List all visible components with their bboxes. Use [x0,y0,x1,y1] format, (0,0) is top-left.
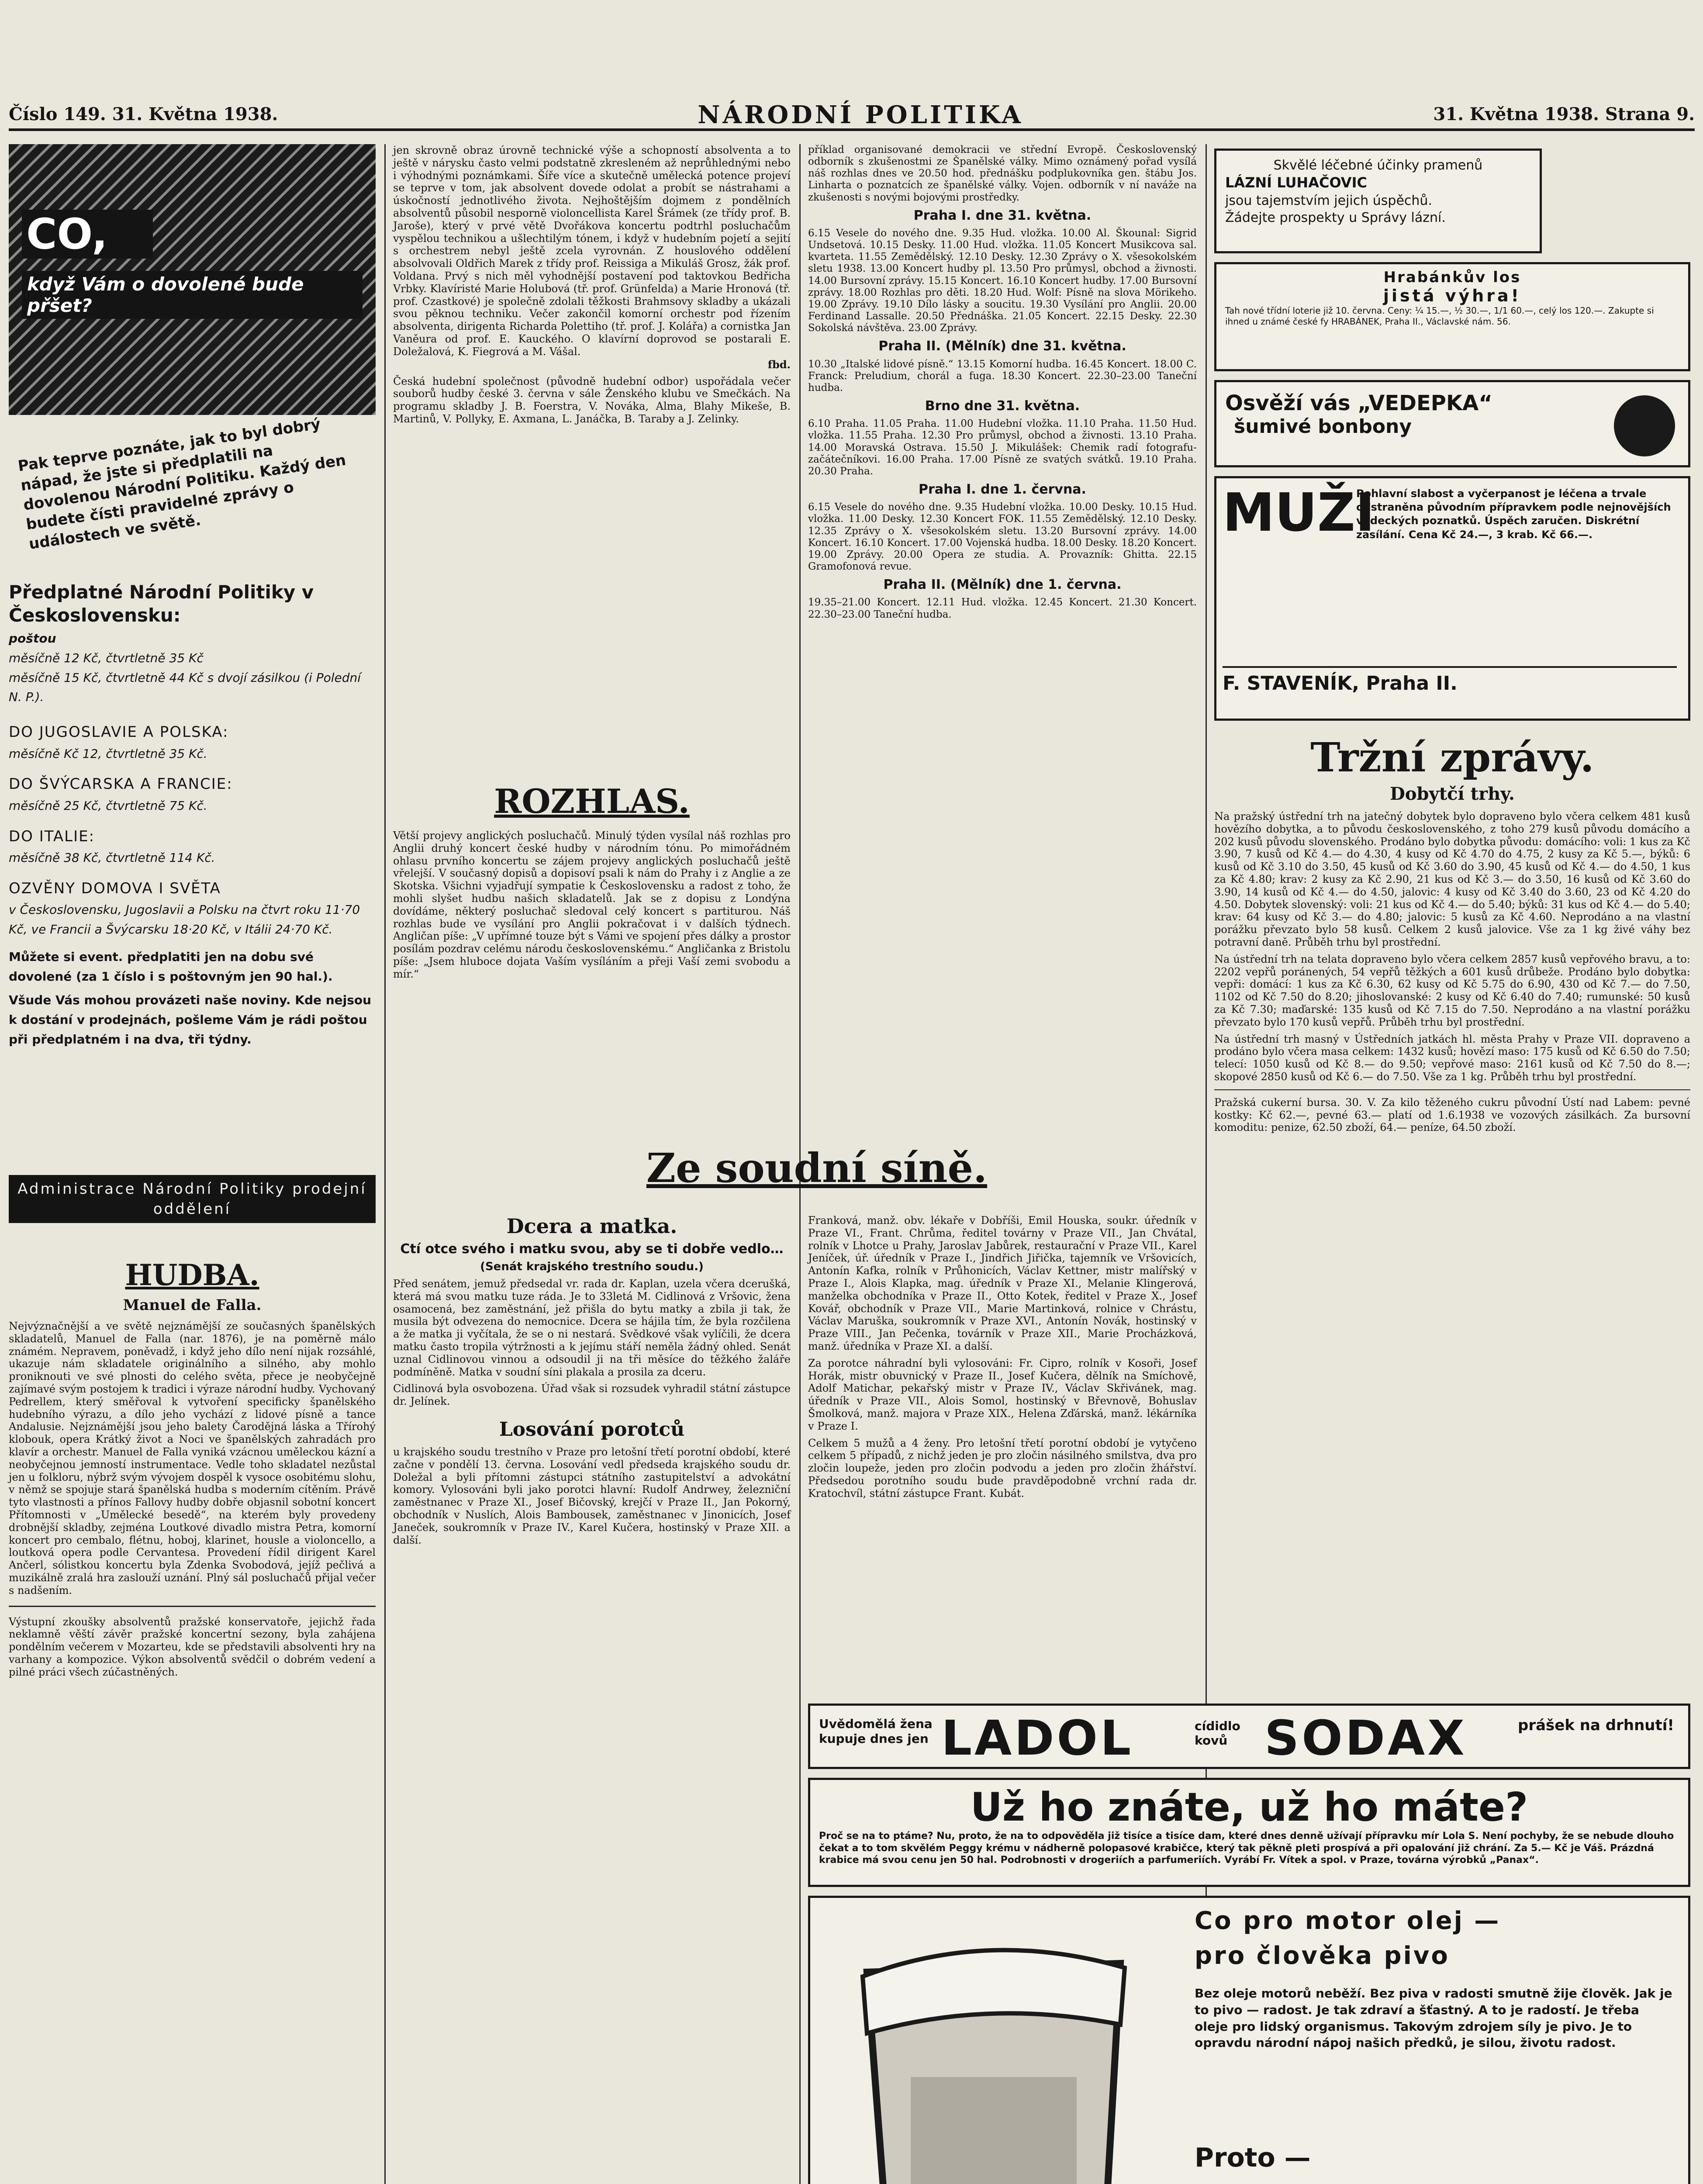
ad-text: Proč se na to ptáme? Nu, proto, že na to odpověděla již tisíce a tisíce dam, které dnes denně užívají přípravku mír Lola S. Není pochyby, že se nebude dlouho čekat a to tom skvělém Peggy krému v nádherně polopasové krabičce, který tak pěkně pleti prospívá a při opalování již chrání. Za 5.— Kč je Váš. Prázdná krabice má svou cenu jen 50 hal. Podrobnosti v drogeriích a parfumeriích. Vyrábí Fr. Vítek a spol. v Praze, továrna výrobků „Panax“. [819,1831,1674,1866]
program-day: Praha I. dne 1. června. [919,481,1086,497]
price-line: měsíčně 15 Kč, čtvrtletně 44 Kč s dvojí zásilkou (i Polední N. P.). [9,670,361,705]
subscription-prices [9,629,376,1050]
post-label: poštou [9,631,56,646]
subscription-heading: Předplatné Národní Politiky v Československu: [9,581,314,626]
ad-title: Proto — [1195,2143,1311,2173]
music-society-note: Česká hudební společnost (původně hudební odbor) uspořádala večer souborů hudby české 3. června v sále Ženského klubu ve Smečkách. Na programu skladby J. B. Foerstra, V. Nováka, Alma, Blahy Mikeše, B. Martinů, V. Pollyky, E. Axmana, L. Janáčka, B. Taraby a J. Zelinky. [393,375,791,425]
program-day: Praha II. (Mělník) dne 31. května. [878,339,1126,354]
price-line: měsíčně 38 Kč, čtvrtletně 114 Kč. [9,850,215,865]
court-article-continued [808,1214,1197,1651]
ad-brand: LADOL [941,1710,1134,1766]
ad-text: cídidlo kovů [1195,1719,1240,1748]
issue-number: Číslo 149. 31. Května 1938. [9,104,278,124]
price-region: DO ITALIE: [9,827,95,845]
hudba-heading: HUDBA. [125,1258,259,1292]
rozhlas-article: Větší projevy anglických posluchačů. Minulý týden vysílal náš rozhlas pro Anglii druhý koncert české hudby v národním tónu. Po mimořádném ohlasu prvního koncertu se zájem projevy anglických posluchačů ještě vřelejší. V současný dopisů a dopisoví psali k nám do Prahy i z Anglie a ze Skotska. Všichni vyjadřují sympatie k Československu a radost z toho, že mohli slyšet hudbu našich skladatelů. Jak se z dopisu z Londýna dovídáme, některý posluchač sledoval celý koncert s partiturou. Náš rozhlas bude ve vysílání pro Anglii pokračovat i v dalších týdnech. Angličan píše: „V upřímné touze být s Vámi ve spojení přes dálky a prostor posílám pozdrav celému národu československému.“ Angličanka z Bristolu píše: „Jsem hluboce dojata Vaším vysíláním a přeji Vaší zemi svobodu a mír.“ [393,829,791,980]
ad-luhacovice [1214,149,1542,253]
ad-line: Žádejte prospekty u Správy lázní. [1225,210,1446,225]
price-line: měsíčně Kč 12, čtvrtletně 35 Kč. [9,746,207,761]
market-text: Na pražský ústřední trh na jatečný dobytek bylo dopraveno bylo včera celkem 481 kusů hovězího dobytka, a to původu československého, z toho 279 kusů původu domácího a 202 kusů původu slovenského. Prodáno bylo dobytka původu: domácího: voli: 1 kus za Kč 3.90, 7 kusů od Kč 4.— do 4.30, 4 kusy od Kč 4.70 do 4.75, 2 kusy za Kč 5.—, býků: 6 kusů od Kč 3.10 do 3.50, 45 kusů od Kč 3.60 do 3.90, 45 kusů od Kč 4.— do 4.50, 1 kus za Kč 4.80; krav: 2 kusy za Kč 2.90, 21 kus od Kč 3.— do 3.50, 16 kusů od Kč 3.60 do 3.90, 14 kusů od Kč 4.— do 4.50, jalovic: 4 kusy od Kč 3.40 do 3.60, 23 od Kč 4.20 do 4.50. Dobytek slovenský: voli: 21 kus od Kč 4.— do 5.40; býků: 31 kus od Kč 4.— do 5.40; krav: 64 kusy od Kč 3.— do 4.80; jalovic: 5 kusů za Kč 4.60. Neprodáno a na vlastní porážku převzato bylo 58 kusů. Celkem 2 kusů jalovice. Vše za 1 kg živé váhy bez potravní daně. Průběh trhu byl prostřední. [1214,810,1690,948]
court-text-2: Cidlinová byla osvobozena. Úřad však si rozsudek vyhradil státní zástupce dr. Jelínek. [393,1382,791,1408]
subscription-note: Všude Vás mohou provázeti naše noviny. Kde nejsou k dostání v prodejnách, pošleme Vám je rádi poštou při předplatném i na dva, tři týdny. [9,993,372,1047]
market-text-3: Na ústřední trh masný v Ústředních jatkách hl. města Prahy v Praze VII. dopraveno a prodáno bylo včera masa celkem: 1432 kusů; hovězí maso: 175 kusů od Kč 6.50 do 7.50; telecí: 1050 kusů od Kč 8.— do 9.50; vepřové maso: 2161 kusů od Kč 7.50 do 8.—; skopové 2850 kusů od Kč 6.— do 7.50. Vše za 1 kg. Průběh trhu byl prostřední. [1214,1033,1690,1083]
program-listing: 19.35–21.00 Koncert. 12.11 Hud. vložka. 12.45 Koncert. 21.30 Koncert. 22.30–23.00 Taneční hudba. [808,597,1197,620]
program-intro: příklad organisované demokracii ve střední Evropě. Československý odborník s zkušenostmi ze Španělské války. Mimo oznámený pořad vysílá náš rozhlas dnes ve 20.50 hod. přednášku podplukovníka gen. štábu Jos. Linharta o poznatcích ze španělské války. Vojen. odborník v ní naváže na zkušenosti s novými bojovými prostředky. [808,144,1197,203]
ad-title: Už ho znáte, už ho máte? [970,1784,1528,1830]
ad-text: Pohlavní slabost a vyčerpanost je léčena a trvale odstraněna původním přípravkem podle nejnovějších vědeckých poznatků. Úspěch zaručen. Diskrétní zasílání. Cena Kč 24.—, 3 krab. Kč 66.—. [1356,487,1671,541]
ad-muzi [1214,476,1690,721]
subscription-promo: Pak teprve poznáte, jak to byl dobrý nápad, že jste si předplatili na dovolenou Národní Politiku. Každý den budete čísti pravidelné zprávy o událostech ve světě. [17,415,347,553]
sugar-exchange: Pražská cukerní bursa. 30. V. Za kilo těženého cukru původní Ústí nad Labem: pevné kostky: Kč 62.—, pevné 63.— platí od 1.6.1938 ve vozových zásilkách. Za bursovní komoditu: penize, 62.50 zboží, 64.— peníze, 64.50 zboží. [1214,1096,1690,1134]
court-deck: Ctí otce svého i matku svou, aby se ti dobře vedlo… [400,1241,784,1257]
ad-peggy-cream [808,1778,1690,1887]
price-region: DO JUGOSLAVIE A POLSKA: [9,723,229,741]
ad-lottery [1214,262,1690,371]
price-region: OZVĚNY DOMOVA I SVĚTA [9,879,221,897]
price-line: v Československu, Jugoslavii a Polsku na čtvrt roku 11·70 Kč, ve Francii a Švýcarsku 18·20 Kč, v Itálii 24·70 Kč. [9,902,360,936]
ad-line: jsou tajemstvím jejich úspěchů. [1225,193,1432,208]
ad-title: pro člověka pivo [1195,1942,1450,1970]
market-text-2: Na ústřední trh na telata dopraveno bylo včera celkem 2857 kusů vepřového bravu, a to: 2202 vepřů poránených, 54 vepřů těžkých a 601 kusů drůbeže. Prodáno bylo dobytka: vepři: domácí: 1 kus za Kč 6.30, 62 kusy od Kč 5.75 do 6.90, 430 od Kč 7.— do 7.50, 1102 od Kč 7.50 do 8.20; jihoslovanské: 2 kusy od Kč 6.40 do 7.40; rumunské: 50 kusů za Kč 7.30; maďarské: 135 kusů od Kč 7.15 do 7.50. Neprodáno a na vlastní porážku převzato bylo 170 kusů vepřů. Průběh trhu byl prostřední. [1214,953,1690,1028]
program-listing: 6.15 Vesele do nového dne. 9.35 Hudební vložka. 10.00 Desky. 10.15 Hud. vložka. 11.00 Desky. 12.30 Koncert FOK. 11.55 Zemědělský. 12.10 Desky. 12.35 Zprávy o X. všesokolském sletu. 13.20 Bursovní zprávy. 14.00 Koncert. 16.10 Koncert. 17.00 Vojenská hudba. 18.00 Desky. 18.20 Koncert. 19.00 Zprávy. 20.00 Opera ze studia. A. Provazník: Ghitta. 22.15 Gramofonová revue. [808,501,1197,572]
ad-text: Uvědomělá žena kupuje dnes jen [819,1717,933,1746]
review-signature: fbd. [767,358,791,371]
ad-ladol-sodax [808,1704,1690,1769]
rozhlas-heading: ROZHLAS. [494,782,690,821]
market-news [1214,734,1690,1651]
hudba-subhead: Manuel de Falla. [123,1296,262,1314]
jurors-text: u krajského soudu trestního v Praze pro letošní třetí porotní období, které začne v pondělí 13. června. Losování vedl předseda krajského soudu dr. Doležal a byli přítomni zástupci státního zastupitelství a advokátní komory. Vylosováni byli jako porotci hlavní: Rudolf Andrwey, železniční zaměstnanec v Praze XI., Josef Bičovský, krejčí v Praze II., Jan Pokorný, obchodník v Nuslích, Alois Bambousek, zaměstnanec v Jinonicích, Josef Janeček, soukromník v Praze IV., Karel Kučera, hostinský v Praze XII. a další. [393,1445,791,1546]
court-article [393,1214,791,2184]
jurors-heading: Losování porotců [499,1418,685,1441]
review-text: jen skrovně obraz úrovně technické výše a schopností absolventa a to ještě v nárysku často velmi podstatně zkresleném až neprůhlednými nebo i výhodnými poznámkami. Šíře více a skutečně umělecká potence projeví se teprve v tom, jak absolvent dovede odolat a probít se nástrahami a úskočností jednotlivého života. Nejhoštějším dojmem z pondělních absolventů působil nesporně violoncellista Karel Šrámek (ze třídy prof. B. Jaroše), který v prvé větě Dvořákova koncertu podtrhl posluchačům vyspělou technikou a ušlechtilým tónem, i když v hudebním pojetí a sejití s orchestrem nebyl ještě zcela vyrovnán. Z houslového oddělení absolvovali Oldřich Marek z třídy prof. Reissiga a Mikuláš Grosz, žák prof. Voldana. Prvý s nich měl vyhodnější postavení pod taktovkou Bedřicha Vrbky. Klavíristé Marie Holubová (tř. prof. Grünfelda) a Marie Hronová (tř. prof. Czastkové) je společně zdolali těžkosti Brahmsovy skladby a ukázali svou pěknou techniku. Večer zakončil komorní orchestr pod řízením absolventa, dirigenta Richarda Polettiho (tř. prof. J. Kolářa) a cornistka Jan Vaněura od prof. E. Kauckého. O klavírní doprovod se postarali E. Doležalová, K. Fiegrová a M. Vášal. [393,144,791,358]
ad-title: MUŽI [1223,483,1375,543]
jurors-substitutes: Za porotce náhradní byli vylosováni: Fr. Cipro, rolník v Kosoři, Josef Horák, mistr obuvnický v Praze II., Josef Kučera, dělník na Smíchově, Adolf Matichar, pekařský mistr v Praze IV., Václav Skřivánek, mag. úředník v Praze VII., Alois Somol, hostinský v Břevnově, Bohuslav Šmolková, manž. majora v Praze XIX., Helena Zďárská, manž. lékárníka v Praze I. [808,1357,1197,1432]
masthead [9,100,1695,131]
subscription-banner [9,144,376,415]
ad-line: Skvělé léčebné účinky pramenů [1273,158,1483,173]
ad-title: Osvěží vás „VEDEPKA“ [1225,391,1492,415]
ad-text: prášek na drhnutí! [1518,1717,1674,1734]
price-line: měsíčně 25 Kč, čtvrtletně 75 Kč. [9,798,207,813]
ad-title: Hrabánkův los [1383,269,1521,286]
rozhlas-section [393,782,791,1140]
hudba-article-2: Výstupní zkoušky absolventů pražské konservatoře, jejichž řada neklamně věští závěr pražské koncertní sezony, byla zahájena pondělním večerem v Mozarteu, kde se představili absolventi hry na varhany a kompozice. Výkon absolventů svědčil o dobrém vedení a pilné práci všech zúčastněných. [9,1615,376,1678]
ad-title: šumivé bonbony [1234,415,1412,438]
ad-title: Co pro motor olej — [1195,1907,1501,1935]
program-day: Praha I. dne 31. května. [913,207,1092,223]
ad-brand: F. STAVENÍK, Praha II. [1223,666,1677,695]
hudba-article: Nejvýznačnější a ve světě nejznámější ze současných španělských skladatelů, Manuel de Falla (nar. 1876), je na poměrně málo známém. Nepravem, poněvadž, i když jeho dílo není nijak rozsáhlé, ukazuje nám skladatele originálního a silného, aby mohlo proniknouti ve své plnosti do celého světa, přece je neobyčejně zajímavé svým postojem k tradici i výraze národní hudby. Vychovaný Pedrellem, který směřoval k vytvoření specificky španělského hudebního výrazu, a dílo jeho vychází z lidové písně a tance Andalusie. Nejznámější jsou jeho balety Čarodějná láska a Třírohý klobouk, opera Krátký život a Noci ve španělských zahradách pro klavír a orchestr. Manuel de Falla vyniká vzácnou uměleckou kázní a neobyčejnou jemností instrumentace. Vedle toho skladatel nezůstal jen u folkloru, nýbrž svým vývojem dospěl k vysoce osobitému slohu, v němž se spojuje stará španělská hudba s moderním cítěním. Právě tyto vlastnosti a přínos Fallovy hudby dobře objasnil sobotní koncert Přítomnosti v „Umělecké besedě“, na kterém byly provedeny drobnější skladby, zejména Loutkové divadlo mistra Petra, komorní koncert pro cembalo, flétnu, hoboj, klarinet, housle a violoncello, a loutková opera podle Cervantesa. Provedení řídil dirigent Karel Ančerl, sólistkou koncertu byla Zdenka Svobodová, jejíž pečlivá a muzikálně zralá hra zaslouží uznání. Plný sál posluchačů přijal večer s nadšením. [9,1320,376,1597]
ad-brand: SODAX [1264,1710,1467,1766]
program-day: Brno dne 31. května. [925,398,1080,414]
ad-beer [808,1896,1690,2184]
subscription-column [9,144,376,1218]
ad-title: jistá výhra! [1383,286,1521,305]
hudba-section [9,1258,376,2184]
page-date: 31. Května 1938. Strana 9. [1433,104,1695,124]
program-listing: 6.10 Praha. 11.05 Praha. 11.00 Hudební vložka. 11.10 Praha. 11.50 Hud. vložka. 11.55 Praha. 12.30 Pro průmysl, obchod a živnosti. 13.10 Praha. 14.00 Moravská Ostrava. 15.50 J. Mikulášek: Chemik radí fotografu-začátečníkovi. 16.00 Praha. 17.00 Písně ze svatých svátků. 19.10 Praha. 20.30 Praha. [808,418,1197,477]
ad-text: Bez oleje motorů neběží. Bez piva v radosti smutně žije člověk. Jak je to pivo — radost. Je tak zdraví a šťastný. A to je radostí. Je třeba oleje pro lidský organismus. Takovým zdrojem síly je pivo. Je to opravdu národní nápoj našich předků, je silou, životu radost. [1195,1986,1672,2050]
market-subhead: Dobytčí trhy. [1390,784,1515,804]
banner-co: CO, [22,210,153,259]
subscription-note: Můžete si event. předplatiti jen na dobu své dovolené (za 1 číslo i s poštovným jen 90 hal.). [9,949,333,984]
administration-banner: Administrace Národní Politiky prodejní oddělení [9,1175,376,1223]
ad-text: Tah nové třídní loterie již 10. června. Ceny: ¼ 15.—, ½ 30.—, 1/1 60.—, celý los 120.—. Zakupte si ihned u známé české fy HRABÁNEK, Praha II., Václavské nám. 56. [1225,305,1654,327]
jurors-list: Franková, manž. obv. lékaře v Dobříši, Emil Houska, soukr. úředník v Praze VI., Frant. Chrůma, ředitel továrny v Praze VII., Jan Chvátal, rolník v Lhotce u Prahy, Jaroslav Jabůrek, restaurační v Praze VII., Karel Jeníček, úř. úředník v Praze I., Jindřich Jiřička, tajemník ve Vršovicích, Antonín Kafka, rolník v Průhonicích, Václav Kettner, mistr malířský v Praze I., Alois Klapka, mag. úředník v Praze XI., Melanie Klingerová, manželka obchodníka v Praze II., Otto Kotek, ředitel v Praze X., Josef Kovář, obchodník v Praze VII., Marie Martinková, rolnice v Chrástu, Václav Maruška, soukromník v Praze XVI., Antonín Novák, hostinský v Praze VIII., Jan Pečenka, továrník v Praze XII., Marie Procházková, manž. úředníka v Praze XI. a další. [808,1214,1197,1352]
program-listing: 6.15 Vesele do nového dne. 9.35 Hud. vložka. 10.00 Al. Škounal: Sigrid Undsetová. 10.15 Desky. 11.00 Hud. vložka. 11.05 Koncert Musikcova sal. kvarteta. 11.55 Zemědělský. 12.10 Desky. 12.30 Zprávy o X. všesokolském sletu 1938. 13.00 Koncert hudby pl. 13.50 Pro průmysl, obchod a živnosti. 14.00 Bursovní zprávy. 15.15 Koncert. 16.10 Koncert hudby. 17.00 Bursovní zprávy. 18.00 Rozhlas pro děti. 18.20 Hud. Wolf: Písně na slova Mörikeho. 19.00 Zprávy. 19.10 Dílo lásky a soucitu. 19.30 Vysílání pro Anglii. 20.00 Ferdinand Lassalle. 20.50 Přednáška. 21.05 Koncert. 22.15 Desky. 22.30 Sokolská návštěva. 23.00 Zprávy. [808,228,1197,334]
program-day: Praha II. (Mělník) dne 1. června. [883,577,1122,593]
jurors-summary: Celkem 5 mužů a 4 ženy. Pro letošní třetí porotní období je vytyčeno celkem 5 případů, z nichž jeden je pro zločin násilného smilstva, dva pro zločin loupeže, jeden pro zločin podvodu a jeden pro zločin žhářství. Předsedou porotního soudu bude pravděpodobně vrchní rada dr. Kratochvíl, státní zástupce Frant. Kubát. [808,1437,1197,1500]
price-line: měsíčně 12 Kč, čtvrtletně 35 Kč [9,650,204,665]
radio-program [808,144,1197,1114]
court-heading: Ze soudní síně. [646,1144,988,1192]
court-text: Před senátem, jemuž předsedal vr. rada dr. Kaplan, uzela včera dcerušká, která má svou matku tuze ráda. Je to 33letá M. Cidlinová z Vršovic, žena osamocená, bez zaměstnání, jež přišla do bytu matky a zbila ji tak, že musila být odvezena do nemocnice. Dcera se hájila tím, že byla rozčilena a že matka ji vyčítala, že se o ni nestará. Svědkové však vylíčili, že dcera matku často tropila výtržnosti a k jejímu stáří neměla žádný ohled. Senát uznal Cidlinovou vinnou a odsoudil ji na tři měsíce do těžkého žaláře podmíněně. Matka v soudní síni plakala a prosila za dceru. [393,1278,791,1378]
price-region: DO ŠVÝCARSKA A FRANCIE: [9,775,233,793]
court-senate: (Senát krajského trestního soudu.) [480,1260,704,1273]
program-listing: 10.30 „Italské lidové písně.“ 13.15 Komorní hudba. 16.45 Koncert. 18.00 C. Franck: Preludium, chorál a fuga. 18.30 Koncert. 22.30–23.00 Taneční hudba. [808,358,1197,394]
ad-brand: LÁZNÍ LUHAČOVIC [1225,174,1367,191]
court-subhead: Dcera a matka. [506,1214,677,1238]
newspaper-title: NÁRODNÍ POLITIKA [698,100,1023,129]
market-heading: Tržní zprávy. [1310,734,1594,781]
beer-glass-illustration [815,1911,1177,2184]
vedepka-logo-icon [1614,395,1675,456]
banner-question: když Vám o dovolené bude přšet? [22,271,363,319]
ad-vedepka [1214,380,1690,467]
column-rule [384,144,386,2184]
